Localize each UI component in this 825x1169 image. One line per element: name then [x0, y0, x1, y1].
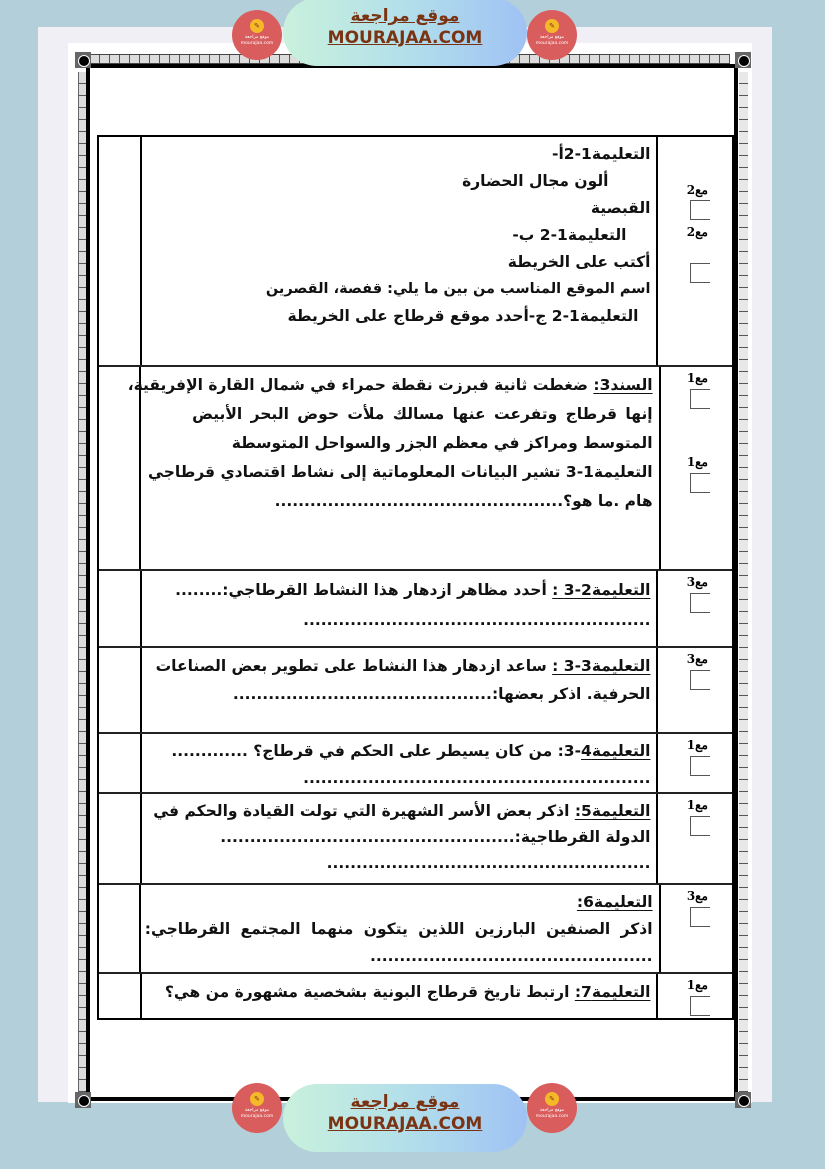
book-icon: ✎ — [545, 1092, 559, 1106]
score-cell — [658, 974, 732, 1018]
score-cell — [658, 137, 732, 365]
logo-caption-en: mourajaa.com — [535, 41, 569, 46]
instruction-heading: التعليمة1-2أ- — [552, 145, 651, 163]
question-cell — [142, 974, 659, 1018]
instruction-heading: التعليمة1-2 ب- — [512, 226, 627, 244]
site-watermark-bottom[interactable] — [283, 1084, 527, 1152]
score-label: مع1 — [686, 455, 708, 469]
document-label: السند3: — [593, 376, 653, 394]
logo-caption-ar: موقع مراجعة — [539, 35, 565, 40]
watermark-arabic: موقع مراجعة — [350, 6, 460, 26]
table-row — [99, 885, 732, 974]
table-row — [99, 734, 732, 794]
table-row — [99, 648, 732, 734]
instruction-label: التعليمة2-3 : — [552, 581, 651, 599]
frame-corner-ornament — [735, 52, 751, 68]
score-cell — [658, 794, 732, 883]
document-text: المتوسط ومراكز في معظم الجزر والسواحل المتوسطة — [231, 434, 653, 452]
answer-line[interactable]: الدولة القرطاجية:.................................................. — [220, 828, 651, 846]
exam-table — [97, 135, 734, 1020]
score-cell — [661, 885, 732, 972]
site-watermark-top[interactable] — [283, 0, 527, 66]
logo-caption-en: mourajaa.com — [240, 1114, 274, 1119]
book-icon: ✎ — [250, 19, 264, 33]
score-input-box[interactable] — [690, 907, 710, 927]
score-label: مع3 — [686, 575, 708, 589]
score-label: مع2 — [686, 225, 708, 239]
watermark-latin: MOURAJAA.COM — [327, 1114, 483, 1134]
instruction-heading: التعليمة1-2 ج-أحدد موقع قرطاج على الخريطة — [287, 307, 639, 325]
table-row — [99, 571, 732, 648]
score-cell — [658, 648, 732, 732]
instruction-text: اذكر بعض الأسر الشهيرة التي تولت القيادة والحكم في — [153, 802, 575, 820]
frame-ruler-right — [739, 72, 748, 1092]
score-label: مع1 — [686, 738, 708, 752]
document-text: ضغطت ثانية فبرزت نقطة حمراء في شمال القارة الإفريقية، — [127, 376, 594, 394]
instruction-text: اسم الموقع المناسب من بين ما يلي: قفصة، القصرين — [265, 281, 651, 297]
score-input-box[interactable] — [690, 200, 710, 220]
score-cell — [658, 571, 732, 646]
grade-column — [99, 794, 142, 883]
answer-line[interactable]: ........................................................... — [303, 611, 651, 629]
site-logo-badge[interactable] — [232, 10, 282, 60]
question-cell — [142, 794, 659, 883]
question-cell — [142, 571, 659, 646]
frame-corner-ornament — [75, 52, 91, 68]
grade-column — [99, 571, 142, 646]
score-cell — [658, 734, 732, 792]
frame-border-left — [86, 64, 90, 1101]
site-logo-badge[interactable] — [527, 1083, 577, 1133]
question-cell — [142, 648, 659, 732]
score-input-box[interactable] — [690, 996, 710, 1016]
score-input-box[interactable] — [690, 756, 710, 776]
table-row — [99, 794, 732, 885]
frame-border-right — [734, 64, 738, 1101]
instruction-text: ألون مجال الحضارة — [462, 172, 609, 190]
score-label: مع3 — [686, 652, 708, 666]
table-row — [99, 367, 732, 571]
logo-caption-en: mourajaa.com — [240, 41, 274, 46]
score-label: مع1 — [686, 798, 708, 812]
grade-column — [99, 137, 142, 365]
document-text: إنها قرطاج وتفرعت عنها مسالك ملأت حوض البحر الأبيض — [192, 405, 653, 423]
book-icon: ✎ — [545, 19, 559, 33]
grade-column — [99, 885, 141, 972]
score-label: مع1 — [686, 371, 708, 385]
score-input-box[interactable] — [690, 389, 710, 409]
logo-caption-ar: موقع مراجعة — [244, 35, 270, 40]
logo-caption-en: mourajaa.com — [535, 1114, 569, 1119]
answer-line[interactable]: ................................................ — [369, 947, 653, 965]
watermark-arabic: موقع مراجعة — [350, 1092, 460, 1112]
instruction-label: التعليمة6: — [576, 893, 653, 911]
score-input-box[interactable] — [690, 473, 710, 493]
instruction-text: أحدد مظاهر ازدهار هذا النشاط القرطاجي:........ — [175, 581, 553, 599]
score-cell — [661, 367, 732, 569]
instruction-text: ارتبط تاريخ قرطاج البونية بشخصية مشهورة من هي؟ — [164, 983, 575, 1001]
table-row — [99, 137, 732, 367]
question-cell — [141, 885, 661, 972]
instruction-label: التعليمة7: — [574, 983, 651, 1001]
instruction-text: التعليمة1-3 تشير البيانات المعلوماتية إلى نشاط اقتصادي قرطاجي — [148, 463, 653, 481]
frame-corner-ornament — [75, 1092, 91, 1108]
instruction-text: القبصية — [590, 199, 651, 217]
instruction-label: التعليمة3-3 : — [552, 657, 651, 675]
score-label: مع1 — [686, 978, 708, 992]
grade-column — [99, 734, 142, 792]
score-label: مع3 — [686, 889, 708, 903]
site-logo-badge[interactable] — [232, 1083, 282, 1133]
instruction-text: -3: من كان يسيطر على الحكم في قرطاج؟ ............. — [171, 742, 582, 760]
watermark-latin: MOURAJAA.COM — [327, 28, 483, 48]
answer-line[interactable]: الحرفية. اذكر بعضها:............................................ — [232, 685, 651, 703]
instruction-text: اذكر الصنفين البارزين اللذين يتكون منهما المجتمع القرطاجي: — [144, 920, 653, 938]
frame-corner-ornament — [735, 1092, 751, 1108]
score-input-box[interactable] — [690, 670, 710, 690]
score-input-box[interactable] — [690, 816, 710, 836]
instruction-label: التعليمة4 — [581, 742, 651, 760]
answer-line[interactable]: ....................................................... — [326, 854, 651, 872]
question-cell — [142, 734, 659, 792]
score-input-box[interactable] — [690, 263, 710, 283]
grade-column — [99, 974, 142, 1018]
score-label: مع2 — [686, 183, 708, 197]
book-icon: ✎ — [250, 1092, 264, 1106]
instruction-label: التعليمة5: — [574, 802, 651, 820]
logo-caption-ar: موقع مراجعة — [244, 1108, 270, 1113]
score-input-box[interactable] — [690, 593, 710, 613]
logo-caption-ar: موقع مراجعة — [539, 1108, 565, 1113]
grade-column — [99, 648, 142, 732]
instruction-text: ساعد ازدهار هذا النشاط على تطوير بعض الصناعات — [155, 657, 553, 675]
instruction-text: أكتب على الخريطة — [507, 253, 651, 271]
answer-line[interactable]: هام .ما هو؟................................................. — [274, 492, 653, 510]
question-cell — [142, 137, 659, 365]
answer-line[interactable]: ........................................................... — [303, 769, 651, 787]
table-row — [99, 974, 732, 1018]
question-cell — [127, 367, 661, 569]
site-logo-badge[interactable] — [527, 10, 577, 60]
